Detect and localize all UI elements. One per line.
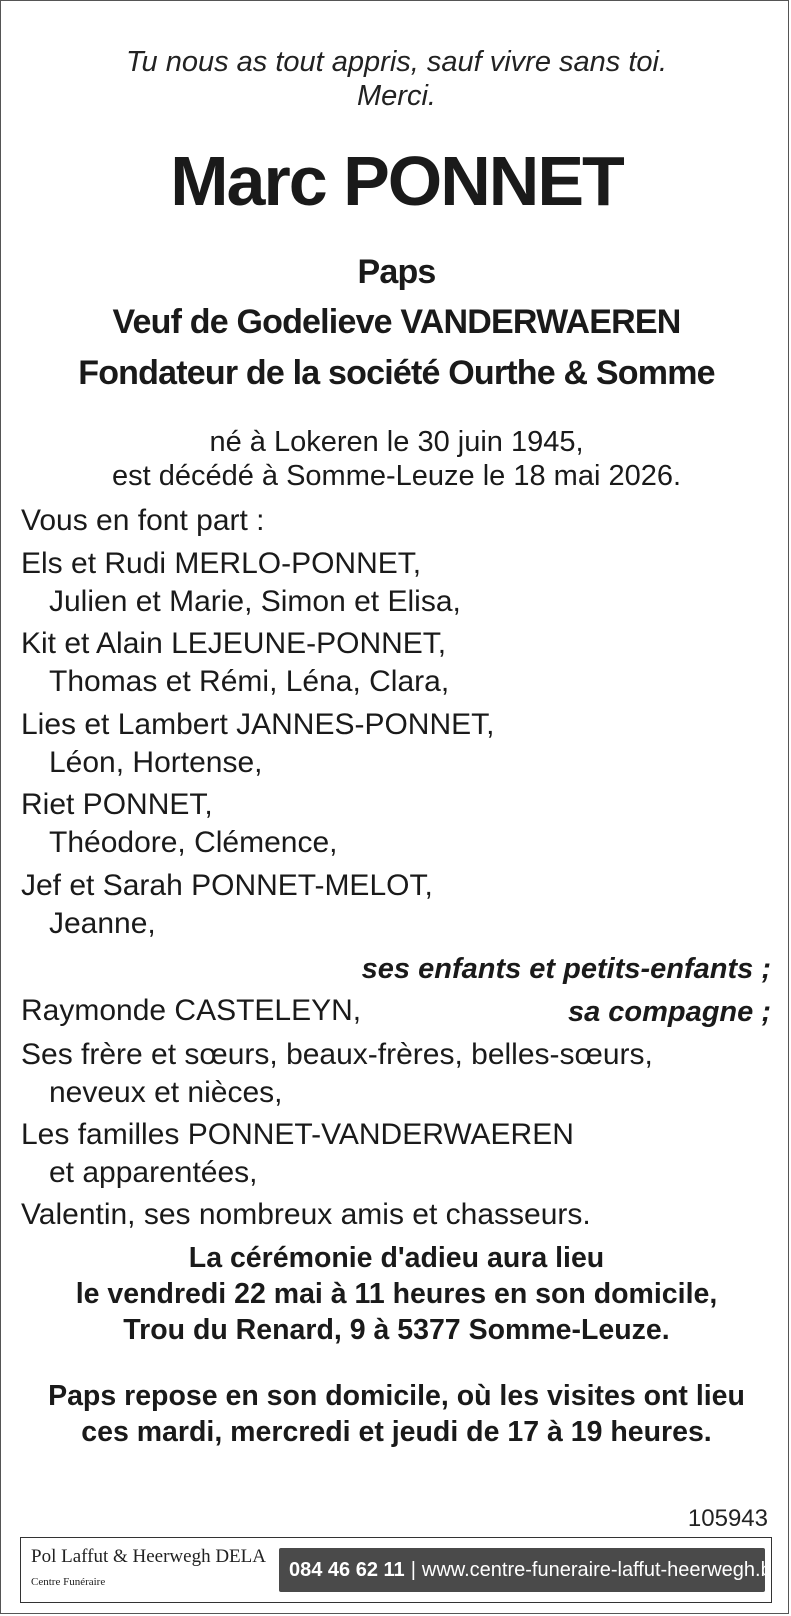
birth-line: né à Lokeren le 30 juin 1945,: [209, 426, 584, 458]
others-main: Les familles PONNET-VANDERWAEREN: [21, 1118, 574, 1151]
funeral-home-name: Pol Laffut & Heerwegh DELA: [31, 1546, 266, 1567]
title-nickname: Paps: [357, 253, 436, 291]
ceremony-line: le vendredi 22 mai à 11 heures en son domicile,: [75, 1278, 718, 1310]
visits-line: ces mardi, mercredi et jeudi de 17 à 19 heures.: [81, 1416, 712, 1448]
family-sub: Léon, Hortense,: [49, 746, 263, 779]
ceremony-line: La cérémonie d'adieu aura lieu: [188, 1242, 605, 1274]
phone-number: 084 46 62 11: [289, 1558, 405, 1581]
epigraph-line-2: Merci.: [357, 80, 436, 112]
deceased-name: Marc PONNET: [170, 142, 623, 220]
website-link[interactable]: www.centre-funeraire-laffut-heerwegh.be: [421, 1558, 783, 1581]
visits-line: Paps repose en son domicile, où les visites ont lieu: [48, 1380, 745, 1412]
others-sub: neveux et nièces,: [49, 1076, 283, 1109]
companion-relation: sa compagne ;: [567, 996, 771, 1028]
family-sub: Julien et Marie, Simon et Elisa,: [49, 585, 461, 618]
others-main: Valentin, ses nombreux amis et chasseurs.: [21, 1198, 591, 1231]
family-sub: Thomas et Rémi, Léna, Clara,: [49, 665, 450, 698]
family-main: Jef et Sarah PONNET-MELOT,: [21, 869, 433, 902]
reference-number: 105943: [687, 1505, 768, 1532]
separator: |: [410, 1558, 416, 1581]
ceremony-line: Trou du Renard, 9 à 5377 Somme-Leuze.: [123, 1314, 670, 1346]
family-sub: Jeanne,: [49, 907, 156, 940]
family-main: Riet PONNET,: [21, 788, 213, 821]
death-line: est décédé à Somme-Leuze le 18 mai 2026.: [111, 460, 682, 492]
others-main: Ses frère et sœurs, beaux-frères, belles-sœurs,: [21, 1038, 653, 1071]
epigraph-line-1: Tu nous as tout appris, sauf vivre sans toi.: [125, 46, 668, 78]
family-main: Lies et Lambert JANNES-PONNET,: [21, 708, 495, 741]
family-main: Els et Rudi MERLO-PONNET,: [21, 547, 422, 580]
title-widower: Veuf de Godelieve VANDERWAEREN: [112, 303, 681, 341]
relation-children: ses enfants et petits-enfants ;: [361, 953, 771, 985]
family-main: Kit et Alain LEJEUNE-PONNET,: [21, 627, 447, 660]
contact-box: [279, 1548, 783, 1592]
companion-name: Raymonde CASTELEYN,: [21, 994, 362, 1027]
title-founder: Fondateur de la société Ourthe & Somme: [78, 354, 715, 392]
funeral-home-subtitle: Centre Funéraire: [31, 1576, 106, 1588]
intro-text: Vous en font part :: [21, 504, 265, 537]
funeral-home-footer: [20, 1537, 783, 1603]
family-sub: Théodore, Clémence,: [49, 826, 338, 859]
others-sub: et apparentées,: [49, 1156, 258, 1189]
